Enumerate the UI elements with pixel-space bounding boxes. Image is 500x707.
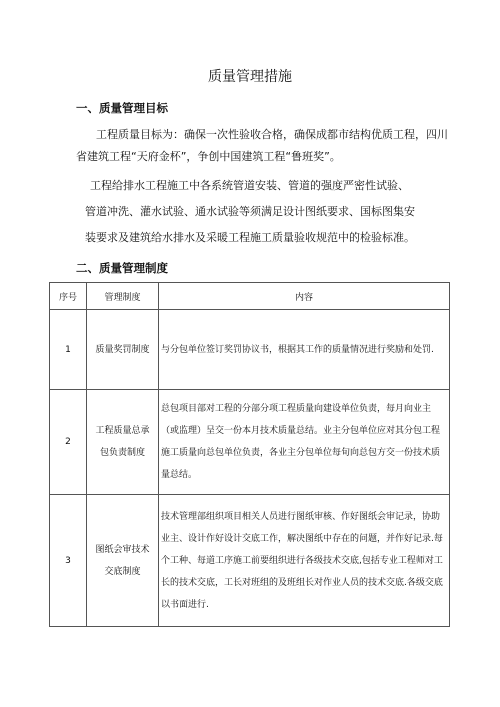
row-system-name-line-1: 图纸会审技术 xyxy=(95,544,150,555)
row-content-text: 与分包单位签订奖罚协议书，根据其工作的质量情况进行奖励和处罚. xyxy=(161,344,434,355)
col-header-content: 内容 xyxy=(159,283,450,310)
row-system-name xyxy=(87,495,159,627)
standard-paragraph-line-1: 工程给排水工程施工中各系统管道安装、管道的强度严密性试验、 xyxy=(90,179,409,192)
row-number: 2 xyxy=(50,390,87,495)
row-content-text: 总包项目部对工程的分部分项工程质量向建设单位负责，每月向业主（或监理）呈交一份本月技术质量总结。业主分包单位应对其分包工程施工质量向总包单位负责，各业主分包单位每旬向总包方交一份技术质量总结。 xyxy=(161,404,441,480)
goal-paragraph-line-2: 省建筑工程“天府金杯”，争创中国建筑工程“鲁班奖”。 xyxy=(76,150,341,163)
table-row xyxy=(50,390,450,495)
row-number: 1 xyxy=(50,310,87,390)
table-header-row xyxy=(50,283,450,310)
row-system-name-line-2: 交底制度 xyxy=(104,566,141,577)
row-system-name xyxy=(87,310,159,390)
row-number: 3 xyxy=(50,495,87,627)
standard-paragraph-line-2: 管道冲洗、灌水试验、通水试验等须满足设计图纸要求、国标图集安 xyxy=(85,205,415,218)
row-system-name-line-2: 包负责制度 xyxy=(99,448,145,458)
row-system-name-line-1: 质量奖罚制度 xyxy=(95,344,150,355)
row-content xyxy=(159,495,450,627)
table-row xyxy=(50,310,450,390)
col-header-system: 管理制度 xyxy=(87,283,159,310)
management-table xyxy=(49,282,450,627)
standard-paragraph-line-3: 装要求及建筑给水排水及采暖工程施工质量验收规范中的检验标准。 xyxy=(85,231,415,244)
goal-paragraph-line-1: 工程质量目标为：确保一次性验收合格，确保成都市结构优质工程，四川 xyxy=(96,128,448,141)
section1-heading: 一、质量管理目标 xyxy=(76,101,168,115)
row-system-name xyxy=(87,390,159,495)
row-content xyxy=(159,390,450,495)
section2-heading: 二、质量管理制度 xyxy=(76,261,168,275)
row-content xyxy=(159,310,450,390)
table-row xyxy=(50,495,450,627)
row-content-text: 技术管理部组织项目相关人员进行图纸审核、作好图纸会审记录，协助业主、设计作好设计交底工作，解决图纸中存在的问题，并作好记录.每个工种、每道工序施工前要组织进行各级技术交底,包括专业工程师对工长的技术交底，工长对班组的及班组长对作业人员的技术交底.各级交底以书面进行. xyxy=(161,511,443,610)
row-system-name-line-1: 工程质量总承 xyxy=(95,426,150,436)
col-header-no: 序号 xyxy=(50,283,87,310)
document-title: 质量管理措施 xyxy=(208,69,292,85)
